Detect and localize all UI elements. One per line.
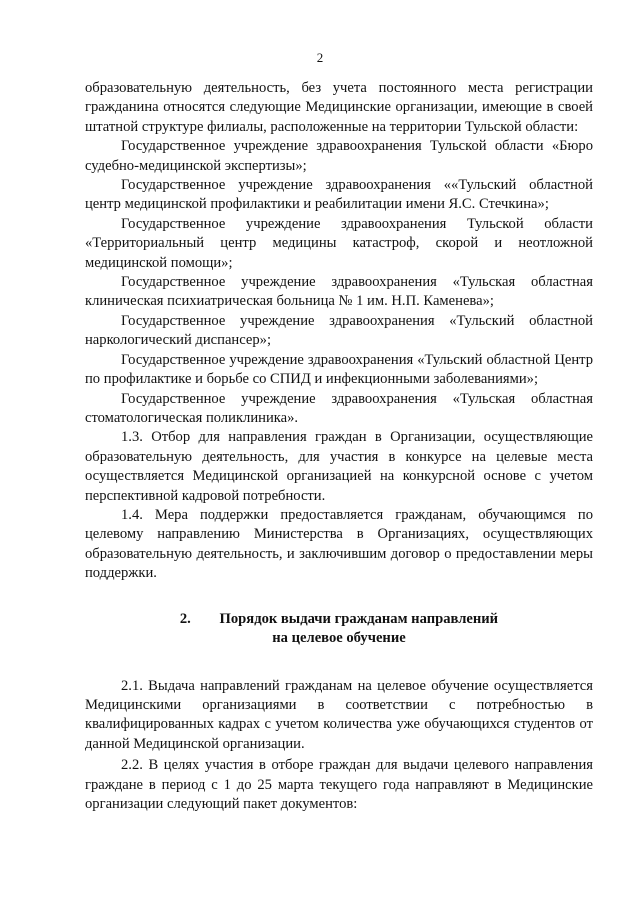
list-item-organization: Государственное учреждение здравоохранения ««Тульский областной центр медицинской профилактики и реабилитации имени Я.С. Стечкина»; bbox=[85, 177, 593, 213]
list-item-organization: Государственное учреждение здравоохранения «Тульский областной Центр по профилактике и борьбе со СПИД и инфекционными заболеваниями»; bbox=[85, 351, 593, 388]
list-item-organization: Государственное учреждение здравоохранения Тульской области «Бюро судебно-медицинской экспертизы»; bbox=[85, 138, 593, 174]
section-number: 2. bbox=[179, 610, 191, 627]
clause-1-3: 1.3. Отбор для направления граждан в Организации, осуществляющие образовательную деятельность, для участия в конкурсе на целевые места осуществляется Медицинской организацией на конкурсной основе с учетом перспективной кадровой потребности. bbox=[85, 429, 593, 504]
clause-2-1: 2.1. Выдача направлений гражданам на целевое обучение осуществляется Медицинскими организациями в соответствии с потребностью в квалифицированных кадрах с учетом количества уже обучающихся студентов от данной Медицинской организации. bbox=[85, 677, 593, 752]
section-heading bbox=[85, 610, 593, 648]
section-title-line2: на целевое обучение bbox=[272, 629, 406, 646]
list-item-organization: Государственное учреждение здравоохранения Тульской области «Территориальный центр медицины катастроф, скорой и неотложной медицинской помощи»; bbox=[85, 215, 593, 271]
section-title-line1: Порядок выдачи гражданам направлений bbox=[219, 610, 499, 627]
clause-1-4: 1.4. Мера поддержки предоставляется гражданам, обучающимся по целевому направлению Министерства в Организациях, осуществляющих образовательную деятельность, и заключившим договор о предоставлении меры поддержки. bbox=[85, 506, 593, 582]
paragraph-continuation: образовательную деятельность, без учета постоянного места регистрации гражданина относятся следующие Медицинские организации, имеющие в своей штатной структуре филиалы, расположенные на территории Тульской области: bbox=[85, 80, 593, 135]
clause-2-2: 2.2. В целях участия в отборе граждан для выдачи целевого направления граждане в период с 1 до 25 марта текущего года направляют в Медицинские организации следующий пакет документов: bbox=[85, 757, 593, 812]
list-item-organization: Государственное учреждение здравоохранения «Тульская областная клиническая психиатрическая больница № 1 им. Н.П. Каменева»; bbox=[85, 274, 593, 310]
page-number: 2 bbox=[316, 50, 324, 65]
list-item-organization: Государственное учреждение здравоохранения «Тульский областной наркологический диспансер»; bbox=[85, 312, 593, 349]
document-body bbox=[85, 79, 593, 814]
list-item-organization: Государственное учреждение здравоохранения «Тульская областная стоматологическая поликлиника». bbox=[85, 390, 593, 426]
